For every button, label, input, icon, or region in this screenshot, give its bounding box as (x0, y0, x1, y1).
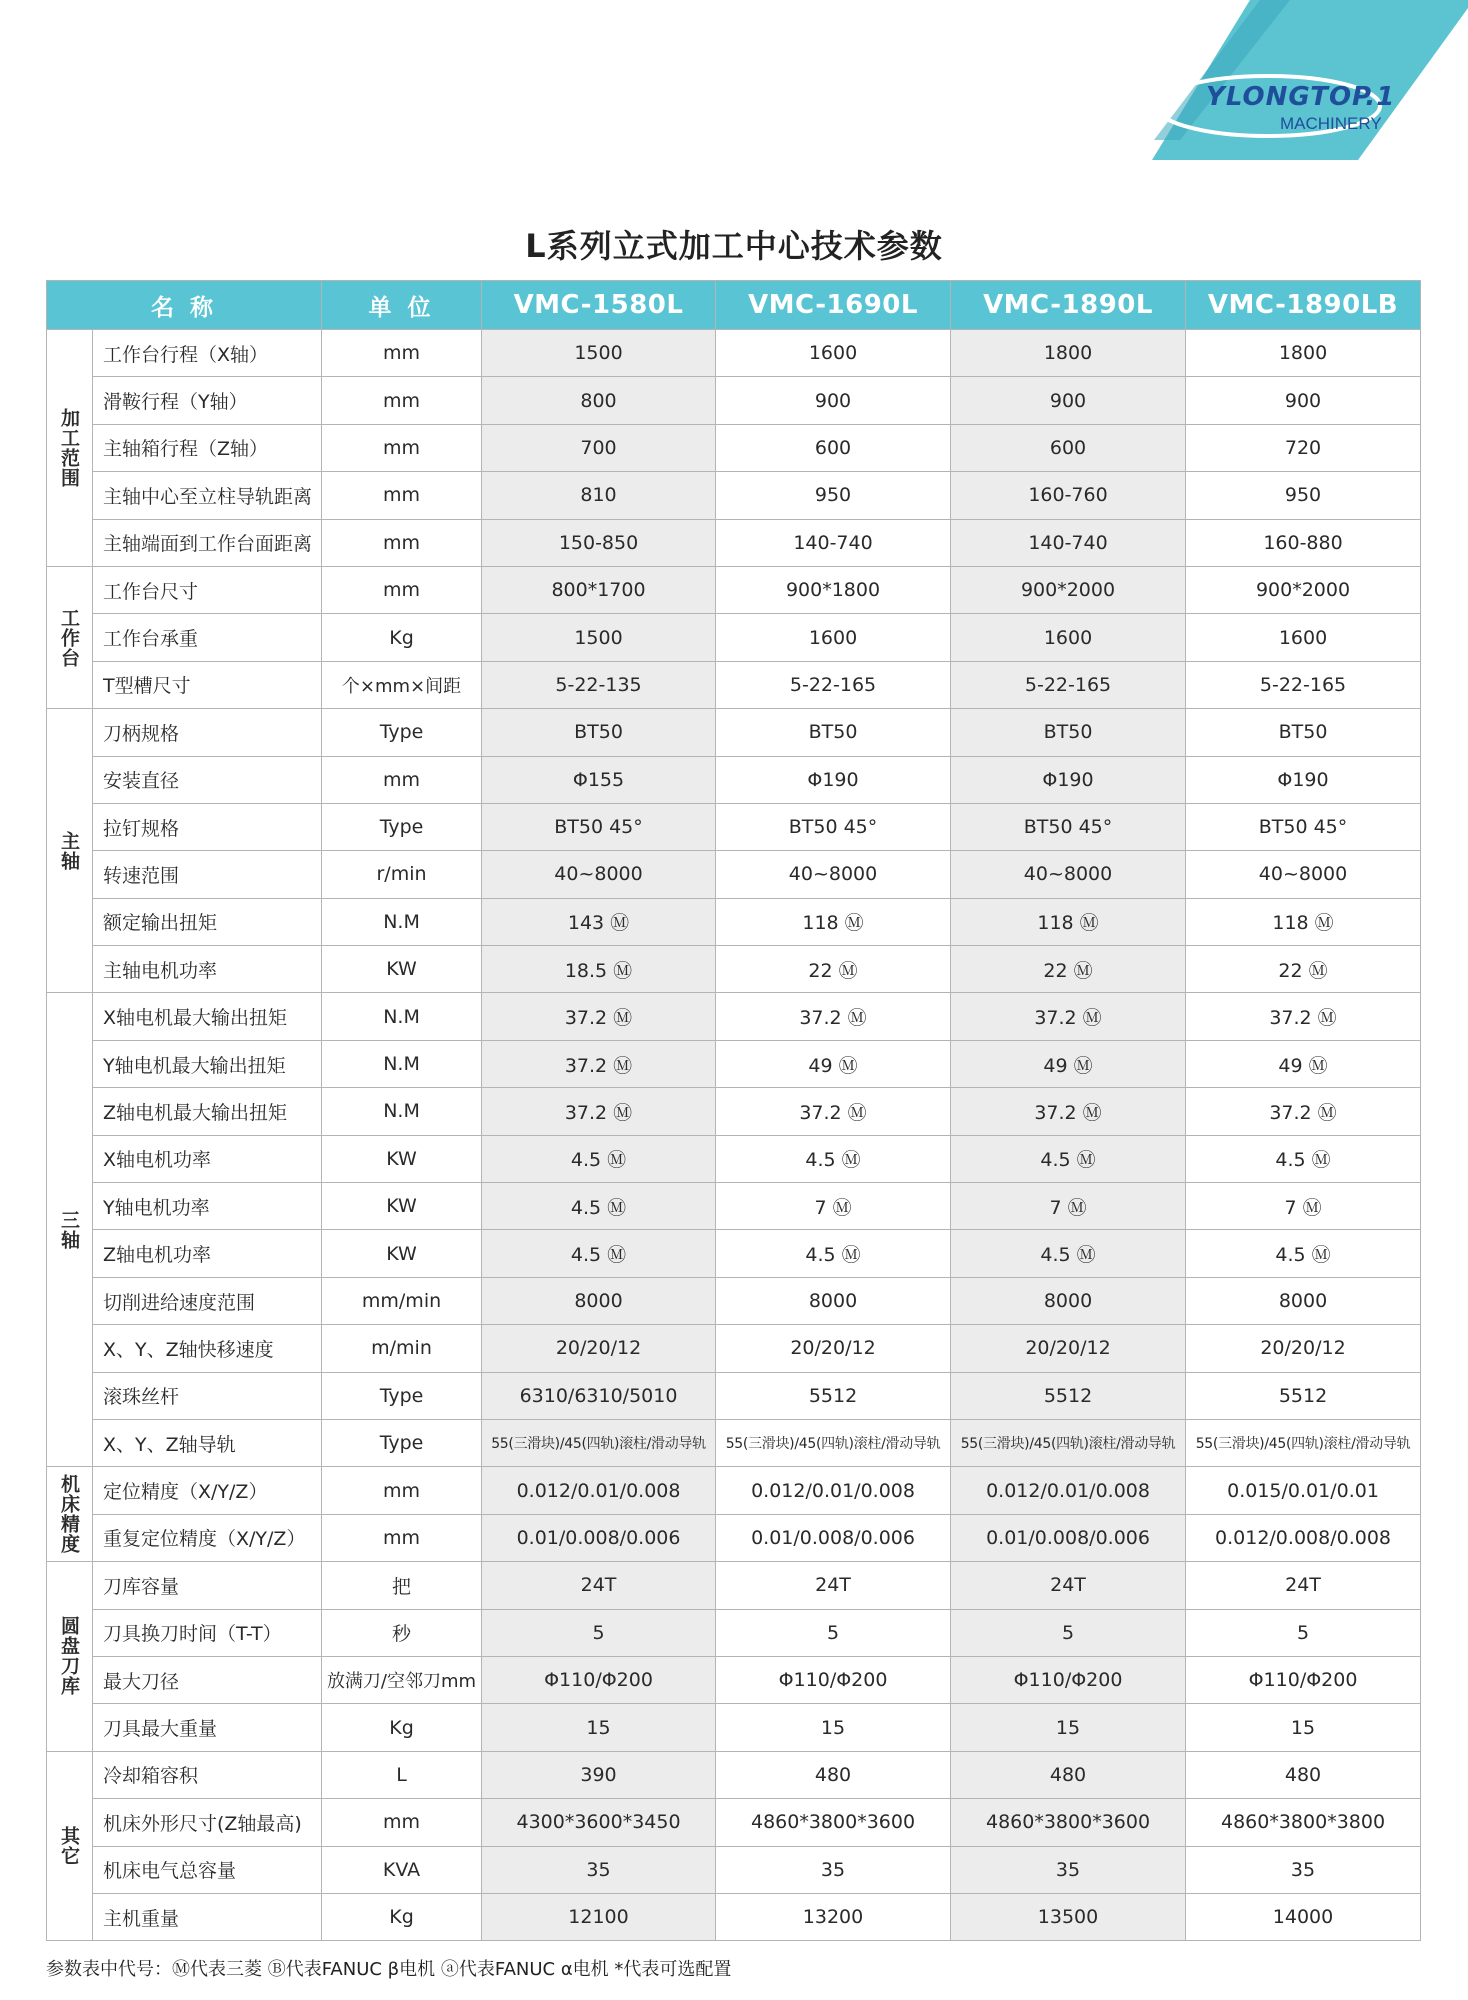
param-value: 900 (716, 377, 951, 424)
param-name: 额定输出扭矩 (93, 898, 322, 945)
param-value: BT50 (951, 709, 1186, 756)
param-value: 8000 (1186, 1277, 1421, 1324)
param-value: 40~8000 (951, 851, 1186, 898)
param-value: 800*1700 (482, 566, 716, 613)
param-value: 37.2 Ⓜ (482, 1040, 716, 1087)
param-value: 40~8000 (716, 851, 951, 898)
param-value: 600 (951, 424, 1186, 471)
param-value: 37.2 Ⓜ (951, 993, 1186, 1040)
param-name: 主轴箱行程（Z轴） (93, 424, 322, 471)
param-unit: Type (322, 1372, 482, 1419)
param-value: 0.012/0.01/0.008 (716, 1467, 951, 1514)
param-unit: mm (322, 1467, 482, 1514)
param-unit: r/min (322, 851, 482, 898)
table-row (47, 1846, 1421, 1893)
table-row (47, 1799, 1421, 1846)
param-value: 1600 (1186, 614, 1421, 661)
table-row (47, 519, 1421, 566)
param-value: 15 (482, 1704, 716, 1751)
param-unit: 放满刀/空邻刀mm (322, 1656, 482, 1703)
table-row (47, 1704, 1421, 1751)
param-value: 900*1800 (716, 566, 951, 613)
param-value: 800 (482, 377, 716, 424)
table-row (47, 1562, 1421, 1609)
table-row (47, 1135, 1421, 1182)
param-unit: mm (322, 330, 482, 377)
param-value: 5512 (1186, 1372, 1421, 1419)
param-name: 安装直径 (93, 756, 322, 803)
param-value: 160-880 (1186, 519, 1421, 566)
param-value: 35 (951, 1846, 1186, 1893)
table-row (47, 1040, 1421, 1087)
table-row (47, 993, 1421, 1040)
param-value: BT50 45° (1186, 803, 1421, 850)
param-value: 720 (1186, 424, 1421, 471)
param-value: 4300*3600*3450 (482, 1799, 716, 1846)
company-logo (1140, 0, 1468, 165)
footnote: 参数表中代号：Ⓜ代表三菱 Ⓑ代表FANUC β电机 ⓐ代表FANUC α电机 *代表可选配置 (46, 1959, 732, 1980)
param-value: 1500 (482, 614, 716, 661)
spec-table (46, 280, 1421, 1941)
param-unit: Type (322, 1419, 482, 1466)
param-value: 140-740 (716, 519, 951, 566)
table-row (47, 1656, 1421, 1703)
param-value: 7 Ⓜ (1186, 1183, 1421, 1230)
param-value: 140-740 (951, 519, 1186, 566)
param-value: 49 Ⓜ (1186, 1040, 1421, 1087)
param-value: 4860*3800*3800 (1186, 1799, 1421, 1846)
category-label: 其它 (47, 1751, 93, 1941)
param-unit: mm (322, 566, 482, 613)
param-value: 37.2 Ⓜ (951, 1088, 1186, 1135)
table-row (47, 1277, 1421, 1324)
param-value: 5 (951, 1609, 1186, 1656)
param-value: 18.5 Ⓜ (482, 946, 716, 993)
param-value: 12100 (482, 1893, 716, 1940)
param-name: Z轴电机功率 (93, 1230, 322, 1277)
table-row (47, 377, 1421, 424)
param-value: 13500 (951, 1893, 1186, 1940)
param-value: 13200 (716, 1893, 951, 1940)
category-label: 主轴 (47, 709, 93, 993)
param-value: 4.5 Ⓜ (716, 1230, 951, 1277)
param-value: Φ110/Φ200 (716, 1656, 951, 1703)
param-value: 6310/6310/5010 (482, 1372, 716, 1419)
param-value: 480 (1186, 1751, 1421, 1798)
param-value: 150-850 (482, 519, 716, 566)
param-value: 4.5 Ⓜ (482, 1183, 716, 1230)
param-value: 37.2 Ⓜ (1186, 1088, 1421, 1135)
param-unit: mm (322, 1514, 482, 1561)
param-name: 工作台行程（X轴） (93, 330, 322, 377)
param-value: 0.01/0.008/0.006 (482, 1514, 716, 1561)
param-name: Z轴电机最大输出扭矩 (93, 1088, 322, 1135)
param-value: 4860*3800*3600 (951, 1799, 1186, 1846)
param-unit: 个×mm×间距 (322, 661, 482, 708)
param-value: 4.5 Ⓜ (951, 1135, 1186, 1182)
param-value: 5 (482, 1609, 716, 1656)
param-unit: mm (322, 519, 482, 566)
table-row (47, 1514, 1421, 1561)
param-value: 22 Ⓜ (951, 946, 1186, 993)
param-unit: L (322, 1751, 482, 1798)
param-value: 1500 (482, 330, 716, 377)
param-value: BT50 (1186, 709, 1421, 756)
param-unit: N.M (322, 1088, 482, 1135)
param-value: 20/20/12 (1186, 1325, 1421, 1372)
category-label: 加工范围 (47, 330, 93, 567)
table-row (47, 1372, 1421, 1419)
param-value: Φ155 (482, 756, 716, 803)
param-name: Y轴电机最大输出扭矩 (93, 1040, 322, 1087)
param-name: X、Y、Z轴导轨 (93, 1419, 322, 1466)
param-unit: KW (322, 1230, 482, 1277)
param-unit: mm (322, 424, 482, 471)
table-row (47, 1183, 1421, 1230)
param-name: 主机重量 (93, 1893, 322, 1940)
param-name: 拉钉规格 (93, 803, 322, 850)
param-value: 55(三滑块)/45(四轨)滚柱/滑动导轨 (482, 1419, 716, 1466)
param-value: 4.5 Ⓜ (1186, 1230, 1421, 1277)
logo-subtitle: MACHINERY (1280, 114, 1382, 133)
param-value: 49 Ⓜ (951, 1040, 1186, 1087)
param-value: 35 (482, 1846, 716, 1893)
table-row (47, 756, 1421, 803)
param-name: 主轴端面到工作台面距离 (93, 519, 322, 566)
param-value: 118 Ⓜ (716, 898, 951, 945)
param-value: 0.01/0.008/0.006 (716, 1514, 951, 1561)
param-value: 37.2 Ⓜ (482, 1088, 716, 1135)
param-value: 24T (951, 1562, 1186, 1609)
param-value: BT50 (716, 709, 951, 756)
param-name: 刀具最大重量 (93, 1704, 322, 1751)
table-row (47, 472, 1421, 519)
table-row (47, 851, 1421, 898)
param-value: 1600 (951, 614, 1186, 661)
param-value: 390 (482, 1751, 716, 1798)
param-value: 4.5 Ⓜ (482, 1230, 716, 1277)
param-name: 定位精度（X/Y/Z） (93, 1467, 322, 1514)
table-row (47, 946, 1421, 993)
param-value: 1600 (716, 330, 951, 377)
param-value: 37.2 Ⓜ (1186, 993, 1421, 1040)
param-value: 5-22-165 (951, 661, 1186, 708)
param-unit: 秒 (322, 1609, 482, 1656)
param-value: 810 (482, 472, 716, 519)
header-model: VMC-1580L (482, 281, 716, 330)
category-label: 圆盘刀库 (47, 1562, 93, 1752)
page-title: L系列立式加工中心技术参数 (525, 227, 943, 265)
param-name: X、Y、Z轴快移速度 (93, 1325, 322, 1372)
param-value: BT50 45° (951, 803, 1186, 850)
param-name: 滑鞍行程（Y轴） (93, 377, 322, 424)
category-label: 工作台 (47, 566, 93, 708)
param-value: 4.5 Ⓜ (482, 1135, 716, 1182)
table-row (47, 1230, 1421, 1277)
category-label: 三轴 (47, 993, 93, 1467)
param-value: 118 Ⓜ (1186, 898, 1421, 945)
logo-brand: YLONGTOP.1 (1206, 82, 1396, 112)
param-unit: KW (322, 946, 482, 993)
param-value: 0.015/0.01/0.01 (1186, 1467, 1421, 1514)
param-name: T型槽尺寸 (93, 661, 322, 708)
param-value: 950 (1186, 472, 1421, 519)
param-value: 5 (716, 1609, 951, 1656)
param-name: 重复定位精度（X/Y/Z） (93, 1514, 322, 1561)
table-row (47, 1088, 1421, 1135)
param-unit: N.M (322, 1040, 482, 1087)
param-value: 7 Ⓜ (951, 1183, 1186, 1230)
param-value: BT50 (482, 709, 716, 756)
param-value: 35 (1186, 1846, 1421, 1893)
spec-table-body (47, 330, 1421, 1941)
param-value: 24T (482, 1562, 716, 1609)
param-value: 900*2000 (1186, 566, 1421, 613)
param-name: 工作台承重 (93, 614, 322, 661)
table-row (47, 1751, 1421, 1798)
param-name: 转速范围 (93, 851, 322, 898)
param-value: 7 Ⓜ (716, 1183, 951, 1230)
param-value: 14000 (1186, 1893, 1421, 1940)
param-value: 15 (951, 1704, 1186, 1751)
param-value: 700 (482, 424, 716, 471)
param-value: 20/20/12 (951, 1325, 1186, 1372)
param-value: Φ190 (1186, 756, 1421, 803)
param-unit: Kg (322, 1704, 482, 1751)
param-name: 机床外形尺寸(Z轴最高) (93, 1799, 322, 1846)
param-value: 5-22-165 (1186, 661, 1421, 708)
param-name: X轴电机功率 (93, 1135, 322, 1182)
param-unit: mm/min (322, 1277, 482, 1324)
table-row (47, 898, 1421, 945)
param-unit: m/min (322, 1325, 482, 1372)
table-row (47, 709, 1421, 756)
table-row (47, 803, 1421, 850)
param-value: 4.5 Ⓜ (1186, 1135, 1421, 1182)
param-value: 480 (716, 1751, 951, 1798)
param-value: 22 Ⓜ (1186, 946, 1421, 993)
table-row (47, 1325, 1421, 1372)
param-value: 40~8000 (1186, 851, 1421, 898)
param-unit: N.M (322, 993, 482, 1040)
param-value: BT50 45° (716, 803, 951, 850)
param-unit: Kg (322, 614, 482, 661)
param-value: 0.012/0.01/0.008 (951, 1467, 1186, 1514)
param-name: 滚珠丝杆 (93, 1372, 322, 1419)
param-value: 4860*3800*3600 (716, 1799, 951, 1846)
table-row (47, 566, 1421, 613)
table-row (47, 1467, 1421, 1514)
param-value: 4.5 Ⓜ (716, 1135, 951, 1182)
param-value: 900 (1186, 377, 1421, 424)
param-value: 160-760 (951, 472, 1186, 519)
param-value: 480 (951, 1751, 1186, 1798)
param-unit: KW (322, 1183, 482, 1230)
table-row (47, 1893, 1421, 1940)
param-name: 最大刀径 (93, 1656, 322, 1703)
param-value: 49 Ⓜ (716, 1040, 951, 1087)
param-value: 0.012/0.01/0.008 (482, 1467, 716, 1514)
param-value: 24T (1186, 1562, 1421, 1609)
param-value: 35 (716, 1846, 951, 1893)
param-value: 0.01/0.008/0.006 (951, 1514, 1186, 1561)
param-name: 冷却箱容积 (93, 1751, 322, 1798)
header-name: 名 称 (47, 281, 322, 330)
param-name: X轴电机最大输出扭矩 (93, 993, 322, 1040)
param-value: 900*2000 (951, 566, 1186, 613)
param-name: 刀具换刀时间（T-T） (93, 1609, 322, 1656)
param-value: 5-22-165 (716, 661, 951, 708)
table-row (47, 330, 1421, 377)
param-value: 8000 (482, 1277, 716, 1324)
param-value: 8000 (951, 1277, 1186, 1324)
param-value: 5-22-135 (482, 661, 716, 708)
param-value: 5 (1186, 1609, 1421, 1656)
param-value: Φ110/Φ200 (482, 1656, 716, 1703)
param-value: Φ110/Φ200 (951, 1656, 1186, 1703)
param-name: 工作台尺寸 (93, 566, 322, 613)
param-value: 143 Ⓜ (482, 898, 716, 945)
param-value: 22 Ⓜ (716, 946, 951, 993)
param-value: 5512 (951, 1372, 1186, 1419)
param-name: 机床电气总容量 (93, 1846, 322, 1893)
header-model: VMC-1890LB (1186, 281, 1421, 330)
param-value: 40~8000 (482, 851, 716, 898)
param-value: 55(三滑块)/45(四轨)滚柱/滑动导轨 (716, 1419, 951, 1466)
table-row (47, 1419, 1421, 1466)
param-value: 24T (716, 1562, 951, 1609)
param-value: 37.2 Ⓜ (716, 993, 951, 1040)
param-value: BT50 45° (482, 803, 716, 850)
param-value: Φ190 (951, 756, 1186, 803)
param-value: 1800 (1186, 330, 1421, 377)
param-value: 4.5 Ⓜ (951, 1230, 1186, 1277)
param-unit: mm (322, 1799, 482, 1846)
header-model: VMC-1890L (951, 281, 1186, 330)
param-name: 主轴电机功率 (93, 946, 322, 993)
param-value: 15 (1186, 1704, 1421, 1751)
param-unit: mm (322, 472, 482, 519)
param-unit: Kg (322, 1893, 482, 1940)
param-value: 20/20/12 (482, 1325, 716, 1372)
param-unit: mm (322, 377, 482, 424)
param-value: 600 (716, 424, 951, 471)
table-row (47, 1609, 1421, 1656)
param-name: 刀库容量 (93, 1562, 322, 1609)
param-value: 950 (716, 472, 951, 519)
param-name: 刀柄规格 (93, 709, 322, 756)
param-value: Φ190 (716, 756, 951, 803)
header-unit: 单 位 (322, 281, 482, 330)
param-unit: Type (322, 803, 482, 850)
param-value: 8000 (716, 1277, 951, 1324)
param-value: 37.2 Ⓜ (482, 993, 716, 1040)
param-value: 5512 (716, 1372, 951, 1419)
param-unit: KW (322, 1135, 482, 1182)
param-value: 55(三滑块)/45(四轨)滚柱/滑动导轨 (1186, 1419, 1421, 1466)
param-value: 118 Ⓜ (951, 898, 1186, 945)
table-row (47, 424, 1421, 471)
param-value: 37.2 Ⓜ (716, 1088, 951, 1135)
param-unit: N.M (322, 898, 482, 945)
param-unit: KVA (322, 1846, 482, 1893)
table-row (47, 661, 1421, 708)
param-unit: Type (322, 709, 482, 756)
param-name: 主轴中心至立柱导轨距离 (93, 472, 322, 519)
param-value: 0.012/0.008/0.008 (1186, 1514, 1421, 1561)
param-value: 1800 (951, 330, 1186, 377)
param-value: 900 (951, 377, 1186, 424)
category-label: 机床精度 (47, 1467, 93, 1562)
param-name: 切削进给速度范围 (93, 1277, 322, 1324)
table-row (47, 614, 1421, 661)
param-unit: 把 (322, 1562, 482, 1609)
param-value: 55(三滑块)/45(四轨)滚柱/滑动导轨 (951, 1419, 1186, 1466)
param-unit: mm (322, 756, 482, 803)
header-row (47, 281, 1421, 330)
param-name: Y轴电机功率 (93, 1183, 322, 1230)
param-value: 1600 (716, 614, 951, 661)
param-value: 20/20/12 (716, 1325, 951, 1372)
header-model: VMC-1690L (716, 281, 951, 330)
param-value: 15 (716, 1704, 951, 1751)
param-value: Φ110/Φ200 (1186, 1656, 1421, 1703)
